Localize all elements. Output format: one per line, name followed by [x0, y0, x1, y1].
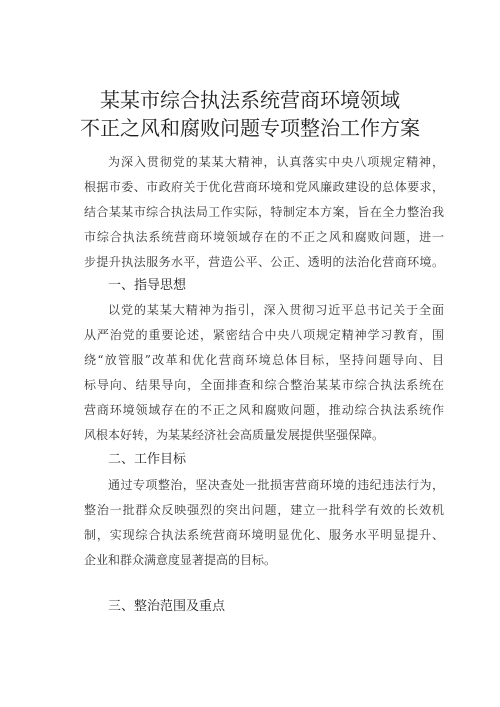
section-heading-guiding-ideology: 一、指导思想: [108, 278, 187, 293]
intro-line: 根据市委、市政府关于优化营商环境和党风廉政建设的总体要求，: [84, 180, 444, 194]
paragraph-line: 绕“放管服”改革和优化营商环境总体目标，坚持问题导向、目: [84, 353, 444, 367]
section-heading-scope-and-focus: 三、整治范围及重点: [108, 599, 226, 614]
paragraph-line: 企业和群众满意度显著提高的目标。: [84, 553, 277, 567]
guiding-ideology-paragraph: [84, 298, 444, 448]
paragraph-line: 通过专项整治，坚决查处一批损害营商环境的违纪违法行为，: [108, 478, 444, 492]
intro-line: 结合某某市综合执法局工作实际，特制定本方案，旨在全力整治我: [84, 205, 444, 219]
intro-line: 市综合执法系统营商环境领域存在的不正之风和腐败问题，进一: [84, 230, 444, 244]
document-title-line-1: 某某市综合执法系统营商环境领域: [100, 88, 400, 112]
intro-paragraph: [84, 150, 444, 275]
intro-line: 步提升执法服务水平，营造公平、公正、透明的法治化营商环境。: [84, 255, 444, 269]
paragraph-line: 从严治党的重要论述，紧密结合中央八项规定精神学习教育，围: [84, 328, 444, 342]
section-heading-work-goals: 二、工作目标: [108, 452, 187, 467]
paragraph-line: 营商环境领域存在的不正之风和腐败问题，推动综合执法系统作: [84, 403, 444, 417]
paragraph-line: 整治一批群众反映强烈的突出问题，建立一批科学有效的长效机: [84, 503, 444, 517]
paragraph-line: 以党的某某大精神为指引，深入贯彻习近平总书记关于全面: [108, 303, 444, 317]
work-goals-paragraph: [84, 473, 444, 573]
paragraph-line: 风根本好转，为某某经济社会高质量发展提供坚强保障。: [84, 428, 385, 442]
paragraph-line: 制，实现综合执法系统营商环境明显优化、服务水平明显提升、: [84, 528, 444, 542]
paragraph-line: 标导向、结果导向，全面排查和综合整治某某市综合执法系统在: [84, 378, 444, 392]
document-title-line-2: 不正之风和腐败问题专项整治工作方案: [80, 116, 420, 140]
intro-line: 为深入贯彻党的某某大精神，认真落实中央八项规定精神，: [108, 155, 444, 169]
